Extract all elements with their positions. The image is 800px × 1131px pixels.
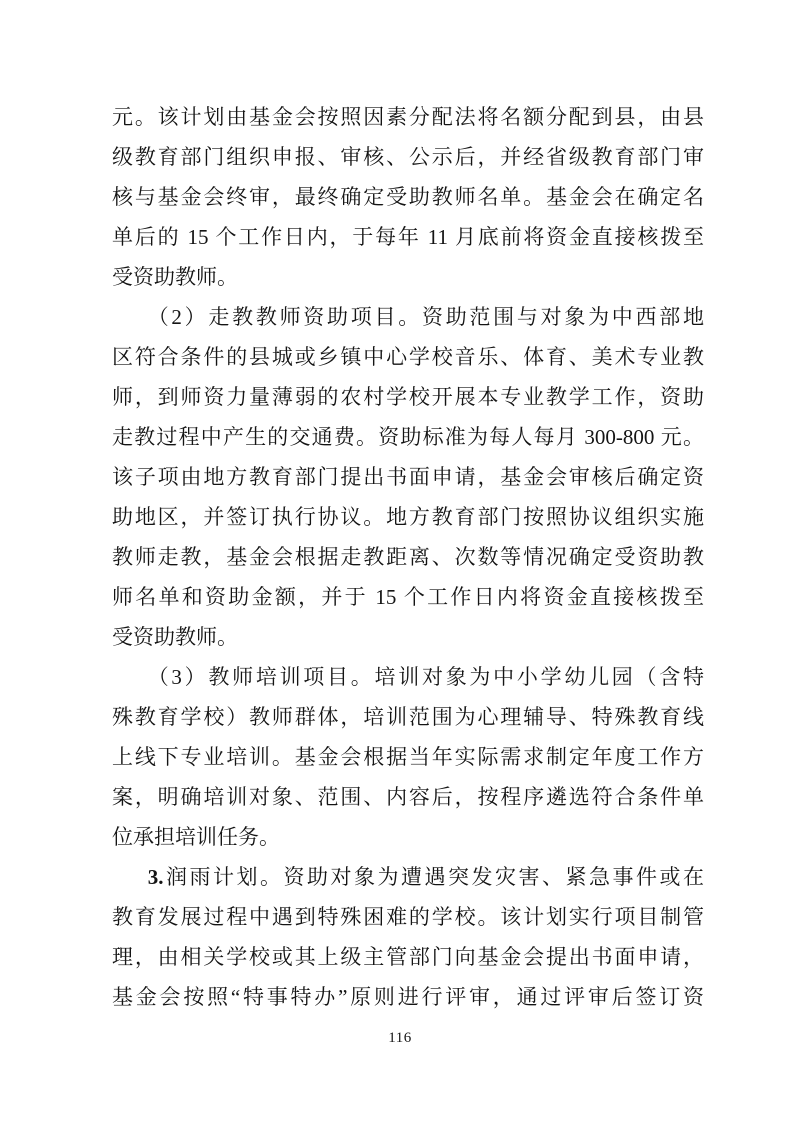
text-line: 教育发展过程中遇到特殊困难的学校。该计划实行项目制管 [112, 905, 704, 929]
text-line: （2）走教教师资助项目。资助范围与对象为中西部地 [147, 305, 704, 329]
text-line [112, 857, 704, 897]
text-line: 该子项由地方教育部门提出书面申请，基金会审核后确定资 [112, 465, 704, 489]
text-line: 师，到师资力量薄弱的农村学校开展本专业教学工作，资助 [112, 385, 704, 409]
paragraph [112, 657, 704, 857]
text-run: 润雨计划。资助对象为遭遇突发灾害、紧急事件或在 [163, 865, 704, 889]
text-line: 师名单和资助金额，并于 15 个工作日内将资金直接核拨至 [112, 585, 704, 609]
text-line: 受资助教师。 [112, 265, 238, 289]
paragraph [112, 857, 704, 1017]
text-line: 案，明确培训对象、范围、内容后，按程序遴选符合条件单 [112, 785, 704, 809]
text-line: 区符合条件的县城或乡镇中心学校音乐、体育、美术专业教 [112, 345, 704, 369]
text-line: 理，由相关学校或其上级主管部门向基金会提出书面申请， [112, 945, 704, 969]
text-body [112, 97, 704, 1017]
text-line: 助地区，并签订执行协议。地方教育部门按照协议组织实施 [112, 505, 704, 529]
paragraph [112, 297, 704, 657]
text-line: 上线下专业培训。基金会根据当年实际需求制定年度工作方 [112, 745, 704, 769]
page-number: 116 [388, 1030, 412, 1046]
text-line: 单后的 15 个工作日内，于每年 11 月底前将资金直接核拨至 [112, 225, 704, 249]
text-line: （3）教师培训项目。培训对象为中小学幼儿园（含特 [147, 665, 704, 689]
text-line: 核与基金会终审，最终确定受助教师名单。基金会在确定名 [112, 185, 704, 209]
text-line: 教师走教，基金会根据走教距离、次数等情况确定受资助教 [112, 545, 704, 569]
text-line: 级教育部门组织申报、审核、公示后，并经省级教育部门审 [112, 145, 704, 169]
text-line: 元。该计划由基金会按照因素分配法将名额分配到县，由县 [112, 105, 704, 129]
text-line: 殊教育学校）教师群体，培训范围为心理辅导、特殊教育线 [112, 705, 704, 729]
text-line: 受资助教师。 [112, 625, 238, 649]
text-run: 3. [147, 865, 164, 889]
text-line: 基金会按照“特事特办”原则进行评审，通过评审后签订资 [112, 985, 704, 1009]
paragraph [112, 97, 704, 297]
text-line: 走教过程中产生的交通费。资助标准为每人每月 300-800 元。 [112, 425, 704, 449]
text-line: 位承担培训任务。 [112, 825, 280, 849]
